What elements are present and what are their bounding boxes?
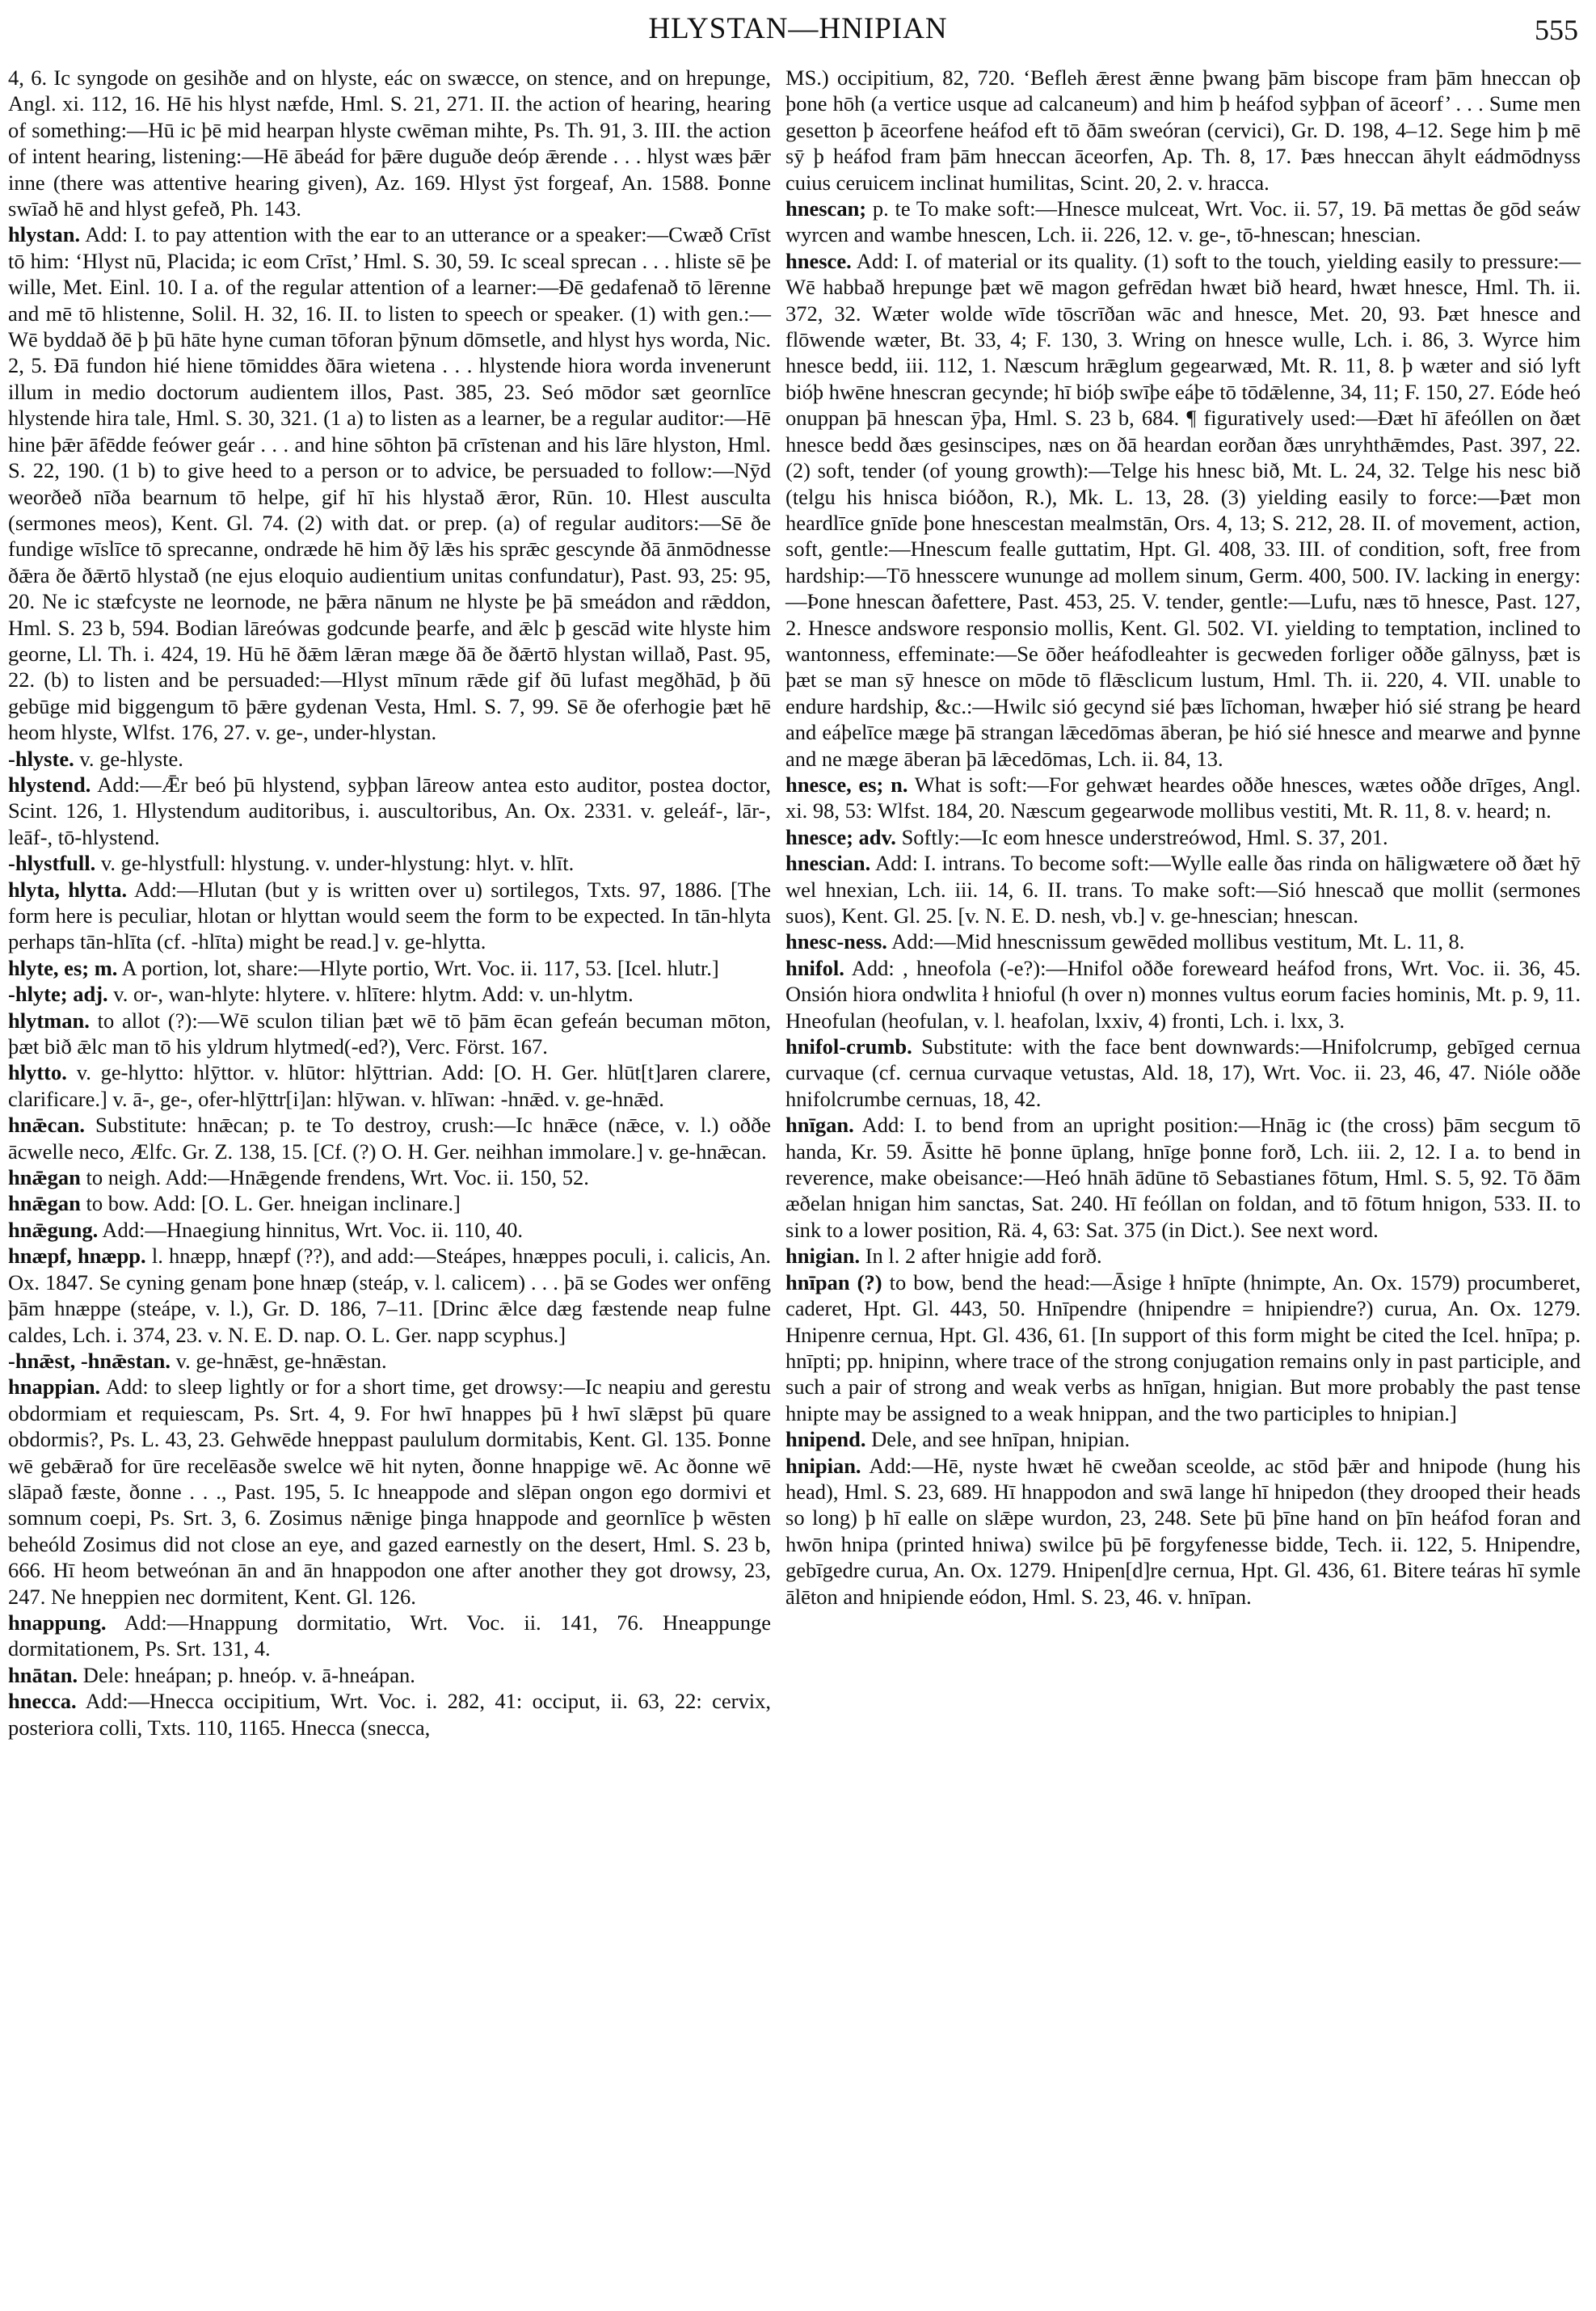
dictionary-entry bbox=[785, 65, 1581, 196]
entry-text: Substitute: with the face bent downwards:—Hnifolcrump, gebīged cernua curvaque (cf. cernua curvaque vetustas, Ald. 18, 17), Wrt. Voc. ii. 23, 46, 47. Nióle oððe hnifolcrumbe cernuas, 18, 42. bbox=[785, 1034, 1581, 1111]
dictionary-entry bbox=[8, 1217, 771, 1243]
dictionary-entry bbox=[785, 955, 1581, 1033]
dictionary-entry bbox=[8, 772, 771, 850]
dictionary-entry bbox=[8, 1059, 771, 1112]
dictionary-entry bbox=[8, 1688, 771, 1741]
entry-headword: hlystan. bbox=[8, 222, 81, 247]
dictionary-entry bbox=[785, 196, 1581, 248]
entry-text: Add:—Mid hnescnissum gewēded mollibus vestitum, Mt. L. 11, 8. bbox=[891, 929, 1465, 954]
entry-text: Dele: hneápan; p. hneóp. v. ā-hneápan. bbox=[82, 1662, 415, 1687]
entry-text: Add:—Ǣr beó þū hlystend, syþþan lāreow antea esto auditor, postea doctor, Scint. 126, 1. Hlystendum auditoribus, i. auscultoribus, An. Ox. 2331. v. geleáf-, lār-, leāf-, tō-hlystend. bbox=[8, 772, 771, 849]
entry-text: Softly:—Ic eom hnesce understreówod, Hml. S. 37, 201. bbox=[901, 824, 1388, 849]
left-column bbox=[8, 65, 771, 1741]
entry-text: Add:—Hē, nyste hwæt hē cweðan sceolde, ac stōd þǣr and hnipode (hung his head), Hml. S. 23, 689. Hī hnappodon and swā lange hī hnipedon (they drooped their heads so long) þ hī ealle on slǣpe wurdon, 23, 248. Sete þū þīne hand on þīn heáfod foran and hwōn hnipa (printed hniwa) swilce þū þē forgyfenesse bidde, Tech. ii. 122, 5. Hnipendre, gebīgedre curua, An. Ox. 1279. Hnipen[d]re cernua, Hpt. Gl. 436, 61. Bitere teáras hī symle ālēton and hnipiende eódon, Hml. S. 23, 46. v. hnīpan. bbox=[785, 1453, 1581, 1609]
entry-headword: hnipend. bbox=[785, 1427, 866, 1452]
entry-headword: hlystend. bbox=[8, 772, 91, 797]
dictionary-entry bbox=[785, 928, 1581, 954]
entry-text: In l. 2 after hnigie add forð. bbox=[865, 1244, 1102, 1269]
dictionary-entry bbox=[8, 1662, 771, 1688]
entry-headword: -hlystfull. bbox=[8, 851, 96, 876]
entry-text: Add: I. of material or its quality. (1) soft to the touch, yielding easily to pressure:—Wē habbað hrepunge þæt wē magon gefrēdan hwæt bið heard, hwæt hnesce, Hml. Th. ii. 372, 32. Wæter wolde wīde tōscrīðan wāc and hnesce, Met. 20, 93. Þæt hnesce and flōwende wæter, Bt. 33, 4; F. 130, 3. Wring on hnesce wulle, Lch. i. 86, 3. Wyrce him hnesce bedd, iii. 112, 1. Næscum hrǣglum gegearwæd, Mt. R. 11, 8. þ wæter and sió lyft bióþ hwēne hnescran gecynde; hī bióþ swīþe eáþe tō tōdǣlenne, 34, 11; F. 150, 27. Eóde heó onuppan þā hnescan ȳþa, Hml. S. 23 b, 684. ¶ figuratively used:—Ðæt hī āfeóllen on ðæt hnesce bedd ðæs gesinscipes, næs on ðā heardan eorðan ðæs unryhthǣmdes, Past. 397, 22. (2) soft, tender (of young growth):—Telge his hnesc bið, Mt. L. 24, 32. Telge his nesc bið (telgu his hnisca bióðon, R.), Mk. L. 13, 28. (3) yielding easily to force:—Þæt mon heardlīce gnīde þone hnescestan mealmstān, Ors. 4, 13; S. 212, 28. II. of movement, action, soft, gentle:—Hnescum fealle guttatim, Hpt. Gl. 408, 33. III. of condition, soft, free from hardship:—Tō hnesscere wununge ad mollem sinum, Germ. 400, 500. IV. lacking in energy:—Þone hnescan ðafettere, Past. 453, 25. V. tender, gentle:—Lufu, næs tō hnesce, Past. 127, 2. Hnesce andswore responsio mollis, Kent. Gl. 502. VI. yielding to temptation, inclined to wantonness, effeminate:—Se ōðer heáfodleahter is gecweden forliger oððe gālnyss, þæt is þæt se man sȳ hnesce on mōde tō flǣsclicum lustum, Hml. Th. ii. 220, 4. VII. unable to endure hardship, &c.:—Hwilc sió gecynd sié þæs līchoman, hwæþer hió sié strang þe heard and eáþelīce mæge þā strangan lǣcedōmas āberan, þe hió sié hnesce and mearwe and þynne and ne mæge āberan þā lǣcedōmas, Lch. ii. 84, 13. bbox=[785, 248, 1581, 771]
entry-headword: hnātan. bbox=[8, 1662, 78, 1687]
dictionary-entry bbox=[8, 746, 771, 772]
dictionary-entry bbox=[785, 1033, 1581, 1112]
entry-text: v. ge-hlystfull: hlystung. v. under-hlystung: hlyt. v. hlīt. bbox=[100, 851, 575, 876]
page-header bbox=[0, 11, 1596, 52]
entry-headword: hlyte, es; m. bbox=[8, 955, 118, 980]
entry-headword: hnifol-crumb. bbox=[785, 1034, 912, 1059]
dictionary-entry bbox=[8, 1374, 771, 1610]
entry-headword: -hlyste. bbox=[8, 746, 74, 771]
entry-text: Add:—Hnecca occipitium, Wrt. Voc. i. 282, 41: occiput, ii. 63, 22: cervix, posteriora colli, Txts. 110, 1165. Hnecca (snecca, bbox=[8, 1689, 771, 1740]
entry-headword: hlytman. bbox=[8, 1008, 90, 1033]
entry-text: v. or-, wan-hlyte: hlytere. v. hlītere: hlytm. Add: v. un-hlytm. bbox=[113, 982, 634, 1007]
entry-text: 4, 6. Ic syngode on gesihðe and on hlyste, eác on swæcce, on stence, and on hrepunge, Angl. xi. 112, 16. Hē his hlyst næfde, Hml. S. 21, 271. II. the action of hearing, hearing of something:—Hū ic þē mid hearpan hlyste cwēman mihte, Ps. Th. 91, 3. III. the action of intent hearing, listening:—Hē ābeád for þǣre duguðe deóp ǣrende . . . hlyst wæs þǣr inne (there was attentive hearing given), Az. 169. Hlyst ȳst forgeaf, An. 1588. Þonne swīað hē and hlyst gefeð, Ph. 143. bbox=[8, 65, 771, 221]
entry-headword: hnigian. bbox=[785, 1244, 861, 1269]
entry-text: Add: I. intrans. To become soft:—Wylle ealle ðas rinda on hāligwætere oð ðæt hȳ wel hnexian, Lch. iii. 14, 6. II. trans. To make soft:—Sió hnescað que mollit (sermones suos), Kent. Gl. 25. [v. N. E. D. nesh, vb.] v. ge-hnescian; hnescan. bbox=[785, 851, 1581, 928]
entry-text: l. hnæpp, hnæpf (??), and add:—Steápes, hnæppes poculi, i. calicis, An. Ox. 1847. Se cyning genam þone hnæp (steáp, v. l. calicem) . . . þā se Godes wer onfēng þām hnæppe (steápe, v. l.), Gr. D. 186, 7–11. [Drinc ǣlce dæg fæstende neap fulne caldes, Lch. i. 374, 23. v. N. E. D. nap. O. L. Ger. napp scyphus.] bbox=[8, 1244, 772, 1347]
entry-text: to allot (?):—Wē sculon tilian þæt wē tō þām ēcan gefeán becuman mōton, þæt bið ǣlc man tō his yldrum hlytmed(-ed?), Verc. Först. 167. bbox=[8, 1008, 771, 1059]
dictionary-entry bbox=[785, 1453, 1581, 1610]
entry-text: Add:—Hnaegiung hinnitus, Wrt. Voc. ii. 110, 40. bbox=[102, 1217, 523, 1242]
dictionary-entry bbox=[785, 1243, 1581, 1269]
entry-headword: hnīgan. bbox=[785, 1113, 854, 1138]
dictionary-entry bbox=[785, 850, 1581, 928]
entry-headword: hnescian. bbox=[785, 851, 871, 876]
dictionary-entry bbox=[8, 221, 771, 745]
entry-text: to bow, bend the head:—Āsige ł hnīpte (hnimpte, An. Ox. 1579) procumberet, caderet, Hpt. Gl. 443, 50. Hnīpendre (hnipendre = hnipiendre?) curua, An. Ox. 1279. Hnipenre cernua, Hpt. Gl. 436, 61. [In support of this form might be cited the Icel. hnīpa; p. hnīpti; pp. hnipinn, where trace of the strong conjugation remains only in past participle, and such a pair of strong and weak verbs as hnīgan, hnigian. But more probably the past tense hnipte may be assigned to a weak hnippan, and the two participles to hnipian.] bbox=[785, 1269, 1581, 1425]
entry-headword: hnǣgan bbox=[8, 1191, 81, 1216]
dictionary-entry bbox=[8, 1190, 771, 1216]
entry-text: MS.) occipitium, 82, 720. ‘Befleh ǣrest ǣnne þwang þām biscope fram þām hneccan oþ þone hōh (a vertice usque ad calcaneum) and him þ heáfod syþþan of āceorf’ . . . Sume men gesetton þ āceorfene heáfod eft tō ðām sweóran (cervici), Gr. D. 198, 4–12. Sege him þ mē sȳ þ heáfod fram þām hneccan āceorfen, Ap. Th. 8, 17. Þæs hneccan āhylt eádmōdnyss cuius ceruicem inclinat humilitas, Scint. 20, 2. v. hracca. bbox=[785, 65, 1581, 195]
dictionary-entry bbox=[785, 772, 1581, 824]
right-column bbox=[785, 65, 1581, 1610]
entry-headword: hnǣgan bbox=[8, 1165, 81, 1190]
dictionary-entry bbox=[785, 1112, 1581, 1243]
entry-headword: hnǣcan. bbox=[8, 1113, 85, 1138]
entry-text: Add: I. to pay attention with the ear to an utterance or a speaker:—Cwæð Crīst tō him: ‘Hlyst nū, Placida; ic eom Crīst,’ Hml. S. 30, 59. Ic sceal sprecan . . . hliste sē þe wille, Met. Einl. 10. I a. of the regular attention of a learner:—Ðē gedafenað tō lērenne and mē tō hlistenne, Solil. H. 32, 16. II. to listen to speech or speaker. (1) with gen.:—Wē byddað ðē þ þū hāte hyne cuman tōforan þȳnum dōmsetle, and hlyst hys worda, Nic. 2, 5. Ðā fundon hié hiene tōmiddes ðāra wietena . . . hlystende hiora worda invenerunt illum in medio doctorum audientem illos, Past. 385, 23. Seó mōdor sæt geornlīce hlystende hira tale, Hml. S. 30, 321. (1 a) to listen as a learner, be a regular auditor:—Hē hine þǣr āfēdde feówer geár . . . and hine sōhton þā crīstenan and his lāre hlyston, Hml. S. 22, 190. (1 b) to give heed to a person or to advice, be persuaded to follow:—Nȳd weorðeð nīða bearnum tō helpe, gif hī his hlystað ǣror, Rūn. 10. Hlest ausculta (sermones meos), Kent. Gl. 74. (2) with dat. or prep. (a) of regular auditors:—Sē ðe fundige wīslīce tō sprecanne, ondræde hē him ðȳ lǣs his sprǣc gescynde ðā ānmōdnesse ðǣra ðe ðǣrtō hlystað (ne ejus eloquio audientium unitas confundatur), Past. 93, 25: 95, 20. Ne ic stæfcyste ne leornode, ne þǣra nānum ne hlyste þe þā smeádon and rǣddon, Hml. S. 23 b, 594. Bodian lāreówas godcunde þearfe, and ǣlc þ gescād wite hlyste him georne, Ll. Th. i. 424, 19. Hū hē ðǣm lǣran mæge ðā ðe ðǣrtō hlystan willað, Past. 95, 22. (b) to listen and be persuaded:—Hlyst mīnum rǣde gif ðū lufast megðhād, þ ðū gebūge mid biggengum tō þǣre gydenan Vesta, Hml. S. 7, 99. Sē ðe oferhogie þæt hē heom hlyste, Wlfst. 176, 27. v. ge-, under-hlystan. bbox=[8, 222, 771, 745]
entry-headword: hnifol. bbox=[785, 955, 844, 980]
dictionary-entry bbox=[8, 1008, 771, 1060]
entry-text: v. ge-hnǣst, ge-hnǣstan. bbox=[175, 1348, 387, 1373]
entry-text: Substitute: hnǣcan; p. te To destroy, crush:—Ic hnǣce (nǣce, v. l.) oððe ācwelle neco, Ælfc. Gr. Z. 138, 15. [Cf. (?) O. H. Ger. neihhan immolare.] v. ge-hnǣcan. bbox=[8, 1113, 771, 1164]
entry-text: A portion, lot, share:—Hlyte portio, Wrt. Voc. ii. 117, 53. [Icel. hlutr.] bbox=[121, 955, 719, 980]
entry-text: Add:—Hlutan (but y is written over u) sortilegos, Txts. 97, 1886. [The form here is peculiar, hlotan or hlyttan would seem the form to be expected. In tān-hlyta perhaps tān-hlīta (cf. -hlīta) might be read.] v. ge-hlytta. bbox=[8, 877, 771, 954]
dictionary-entry bbox=[785, 1426, 1581, 1452]
entry-text: Add: to sleep lightly or for a short time, get drowsy:—Ic neapiu and gerestu obdormiam et requiescam, Ps. Srt. 4, 9. For hwī hnappes þū ł hwī slǣpst þū quare obdormis?, Ps. L. 43, 23. Gehwēde hneppast paululum dormitabis, Kent. Gl. 135. Þonne wē gebǣrað for ūre recelēasðe swelce wē hit nyten, ðonne hnappige wē. Ac ðonne wē slāpað fæste, ðonne . . ., Past. 195, 5. Ic hneappode and slēpan ongon ego dormivi et somnum coepi, Ps. Srt. 3, 6. Zosimus nǣnige þinga hnappode and geornlīce þ wēsten beheóld Zosimus did not close an eye, and gazed earnestly on the desert, Hml. S. 23 b, 666. Hī heom betweónan ān and ān hnappodon one after another they got drowsy, 23, 247. Ne hneppien nec dormitent, Kent. Gl. 126. bbox=[8, 1374, 771, 1609]
page-number: 555 bbox=[1535, 14, 1578, 46]
entry-text: Add: I. to bend from an upright position:—Hnāg ic (the cross) þām secgum tō handa, Kr. 59. Āsitte hē þonne ūplang, hnīge þonne forð, Lch. iii. 2, 12. I a. to bend in reverence, make obeisance:—Heó hnāh ādūne tō Sebastianes fōtum, Hml. S. 5, 92. Tō ðām æðelan hnigan him sanctas, Sat. 240. Hī feóllan on foldan, and tō fōtum hnigon, 533. II. to sink to a lower position, Rä. 4, 63: Sat. 375 (in Dict.). See next word. bbox=[785, 1113, 1581, 1242]
dictionary-entry bbox=[8, 1610, 771, 1662]
entry-headword: hnīpan (?) bbox=[785, 1269, 882, 1294]
entry-text: p. te To make soft:—Hnesce mulceat, Wrt. Voc. ii. 57, 19. Þā mettas ðe gōd seáw wyrcen and wambe hnescen, Lch. ii. 226, 12. v. ge-, tō-hnescan; hnescian. bbox=[785, 196, 1581, 247]
dictionary-entry bbox=[785, 824, 1581, 850]
dictionary-entry bbox=[8, 850, 771, 876]
entry-text: Dele, and see hnīpan, hnipian. bbox=[871, 1427, 1131, 1452]
entry-headword: hnǣgung. bbox=[8, 1217, 99, 1242]
dictionary-entry bbox=[8, 981, 771, 1007]
entry-headword: hnecca. bbox=[8, 1689, 77, 1714]
dictionary-entry bbox=[8, 65, 771, 221]
dictionary-entry bbox=[8, 1348, 771, 1374]
entry-text: to bow. Add: [O. L. Ger. hneigan inclinare.] bbox=[86, 1191, 461, 1216]
dictionary-entry bbox=[8, 1164, 771, 1190]
entry-headword: hnesce, es; n. bbox=[785, 772, 908, 797]
running-title: HLYSTAN—HNIPIAN bbox=[648, 12, 948, 45]
dictionary-entry bbox=[785, 1269, 1581, 1426]
entry-headword: hnæpf, hnæpp. bbox=[8, 1244, 146, 1269]
entry-text: v. ge-hlytto: hlȳttor. v. hlūtor: hlȳttrian. Add: [O. H. Ger. hlūt[t]aren clarere, clarificare.] v. ā-, ge-, ofer-hlȳttr[i]an: hlȳwan. v. hlīwan: -hnǣd. v. ge-hnǣd. bbox=[8, 1060, 772, 1111]
entry-headword: -hlyte; adj. bbox=[8, 982, 108, 1007]
entry-headword: hnesc-ness. bbox=[785, 929, 887, 954]
entry-headword: -hnǣst, -hnǣstan. bbox=[8, 1348, 171, 1373]
entry-headword: hnipian. bbox=[785, 1453, 861, 1478]
entry-headword: hnesce; adv. bbox=[785, 824, 896, 849]
entry-text: Add: , hneofola (-e?):—Hnifol oððe foreweard heáfod frons, Wrt. Voc. ii. 36, 45. Onsión hiora ondwlita ł hnioful (h over n) monnes vultus eorum facies hominis, Mt. p. 9, 11. Hneofulan (heofulan, v. l. heafolan, lxxiv, 4) fronti, Lch. i. lxx, 3. bbox=[785, 955, 1581, 1033]
entry-headword: hnappian. bbox=[8, 1374, 101, 1400]
dictionary-entry bbox=[8, 1112, 771, 1164]
dictionary-entry bbox=[8, 877, 771, 955]
dictionary-entry bbox=[8, 955, 771, 981]
entry-text: Add:—Hnappung dormitatio, Wrt. Voc. ii. 141, 76. Hneappunge dormitationem, Ps. Srt. 131, 4. bbox=[8, 1610, 771, 1661]
entry-headword: hnescan; bbox=[785, 196, 867, 221]
entry-text: to neigh. Add:—Hnǣgende frendens, Wrt. Voc. ii. 150, 52. bbox=[86, 1165, 589, 1190]
entry-headword: hlyta, hlytta. bbox=[8, 877, 128, 902]
entry-headword: hlytto. bbox=[8, 1060, 67, 1085]
dictionary-entry bbox=[8, 1243, 771, 1348]
entry-text: What is soft:—For gehwæt heardes oððe hnesces, wætes oððe drīges, Angl. xi. 98, 53: Wlfst. 184, 20. Næscum gegearwode mollibus vestiti, Mt. R. 11, 8. v. heard; n. bbox=[785, 772, 1581, 823]
entry-headword: hnappung. bbox=[8, 1610, 107, 1635]
entry-headword: hnesce. bbox=[785, 248, 852, 273]
entry-text: v. ge-hlyste. bbox=[79, 746, 183, 771]
dictionary-entry bbox=[785, 248, 1581, 772]
